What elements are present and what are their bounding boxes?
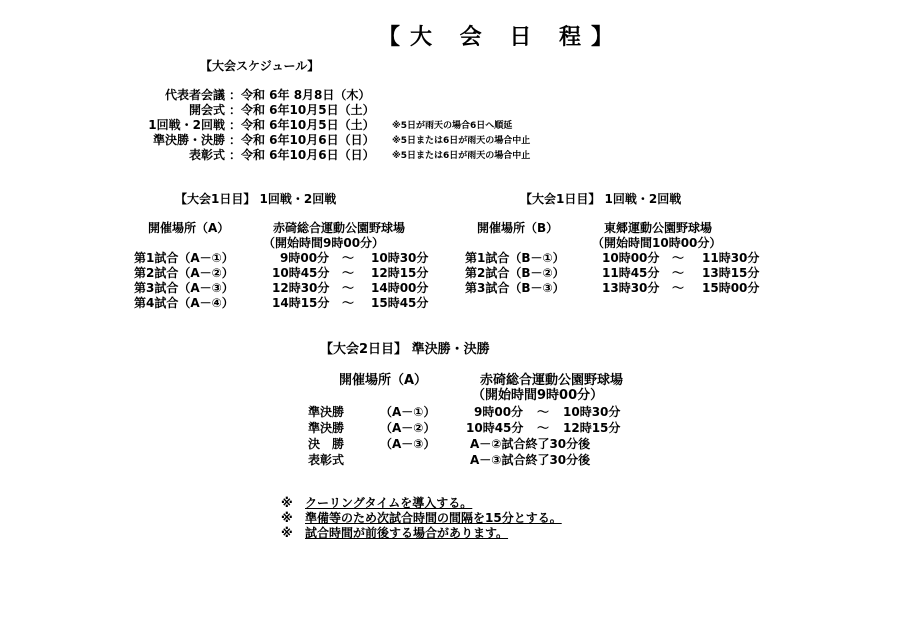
note-text: 試合時間が前後する場合があります。 [305, 526, 509, 540]
schedule-date: 令和 6年10月6日（日） [241, 133, 375, 147]
game-name: 第3試合（B－③） [465, 281, 565, 295]
day1b-start: （開始時間10時00分） [592, 236, 722, 250]
game-text: A－③試合終了30分後 [470, 453, 591, 467]
schedule-sep: ： [229, 118, 242, 132]
schedule-note: ※5日が雨天の場合6日へ順延 [392, 121, 513, 131]
game-code: （A－③） [380, 437, 436, 451]
note-text: 準備等のため次試合時間の間隔を15分とする。 [305, 511, 562, 525]
game-name: 表彰式 [308, 453, 345, 467]
schedule-note: ※5日または6日が雨天の場合中止 [392, 136, 531, 146]
game-to: 12時15分 [563, 421, 621, 435]
game-from: 9時00分 [280, 251, 330, 265]
game-name: 第3試合（A－③） [134, 281, 234, 295]
day1a-heading: 【大会1日目】 1回戦・2回戦 [175, 192, 337, 206]
game-tilde: ～ [342, 281, 355, 295]
game-tilde: ～ [537, 405, 550, 419]
game-to: 15時00分 [702, 281, 760, 295]
game-from: 10時00分 [602, 251, 660, 265]
schedule-label: 準決勝・決勝 [152, 133, 225, 147]
game-tilde: ～ [342, 266, 355, 280]
day1b-heading: 【大会1日目】 1回戦・2回戦 [520, 192, 682, 206]
note-mark: ※ [281, 526, 293, 540]
day1a-venue: 赤碕総合運動公園野球場 [273, 221, 406, 235]
game-from: 13時30分 [602, 281, 660, 295]
schedule-sep: ： [229, 103, 242, 117]
game-to: 14時00分 [371, 281, 429, 295]
note-text: クーリングタイムを導入する。 [305, 496, 473, 510]
schedule-sep: ： [229, 133, 242, 147]
day1b-venue-label: 開催場所（B） [477, 221, 559, 235]
game-name: 準決勝 [308, 421, 345, 435]
note-mark: ※ [281, 511, 293, 525]
day1b-venue: 東郷運動公園野球場 [604, 221, 713, 235]
game-name: 第4試合（A－④） [134, 296, 234, 310]
schedule-date: 令和 6年10月5日（土） [241, 103, 375, 117]
schedule-date: 令和 6年10月6日（日） [241, 148, 375, 162]
page-title: 【大 会 日 程】 [378, 25, 623, 50]
game-to: 11時30分 [702, 251, 760, 265]
note-mark: ※ [281, 496, 293, 510]
game-name: 準決勝 [308, 405, 345, 419]
game-tilde: ～ [672, 251, 685, 265]
game-tilde: ～ [342, 296, 355, 310]
day2-venue: 赤碕総合運動公園野球場 [480, 373, 624, 388]
schedule-heading: 【大会スケジュール】 [200, 59, 320, 73]
game-code: （A－①） [380, 405, 436, 419]
game-from: 11時45分 [602, 266, 660, 280]
schedule-sep: ： [229, 88, 242, 102]
day2-venue-label: 開催場所（A） [339, 373, 428, 388]
day1a-venue-label: 開催場所（A） [148, 221, 230, 235]
game-to: 15時45分 [371, 296, 429, 310]
game-tilde: ～ [342, 251, 355, 265]
schedule-label: 代表者会議 [164, 88, 225, 102]
schedule-date: 令和 6年10月5日（土） [241, 118, 375, 132]
game-code: （A－②） [380, 421, 436, 435]
schedule-note: ※5日または6日が雨天の場合中止 [392, 151, 531, 161]
game-tilde: ～ [672, 281, 685, 295]
schedule-sep: ： [229, 148, 242, 162]
game-from: 14時15分 [272, 296, 330, 310]
game-from: 9時00分 [474, 405, 524, 419]
game-tilde: ～ [537, 421, 550, 435]
game-name: 第2試合（B－②） [465, 266, 565, 280]
schedule-date: 令和 6年 8月8日（木） [241, 88, 371, 102]
day1a-start: （開始時間9時00分） [263, 236, 385, 250]
schedule-label: 表彰式 [188, 148, 225, 162]
schedule-label: 1回戦・2回戦 [148, 118, 225, 132]
game-tilde: ～ [672, 266, 685, 280]
game-to: 13時15分 [702, 266, 760, 280]
game-from: 12時30分 [272, 281, 330, 295]
game-from: 10時45分 [272, 266, 330, 280]
day2-heading: 【大会2日目】 準決勝・決勝 [320, 342, 490, 357]
game-from: 10時45分 [466, 421, 524, 435]
game-name: 第1試合（A－①） [134, 251, 234, 265]
schedule-label: 開会式 [188, 103, 225, 117]
game-to: 10時30分 [563, 405, 621, 419]
game-name: 第1試合（B－①） [465, 251, 565, 265]
day2-start: （開始時間9時00分） [472, 388, 604, 403]
game-name: 決 勝 [308, 437, 345, 451]
game-to: 10時30分 [371, 251, 429, 265]
game-name: 第2試合（A－②） [134, 266, 234, 280]
game-to: 12時15分 [371, 266, 429, 280]
game-text: A－②試合終了30分後 [470, 437, 591, 451]
